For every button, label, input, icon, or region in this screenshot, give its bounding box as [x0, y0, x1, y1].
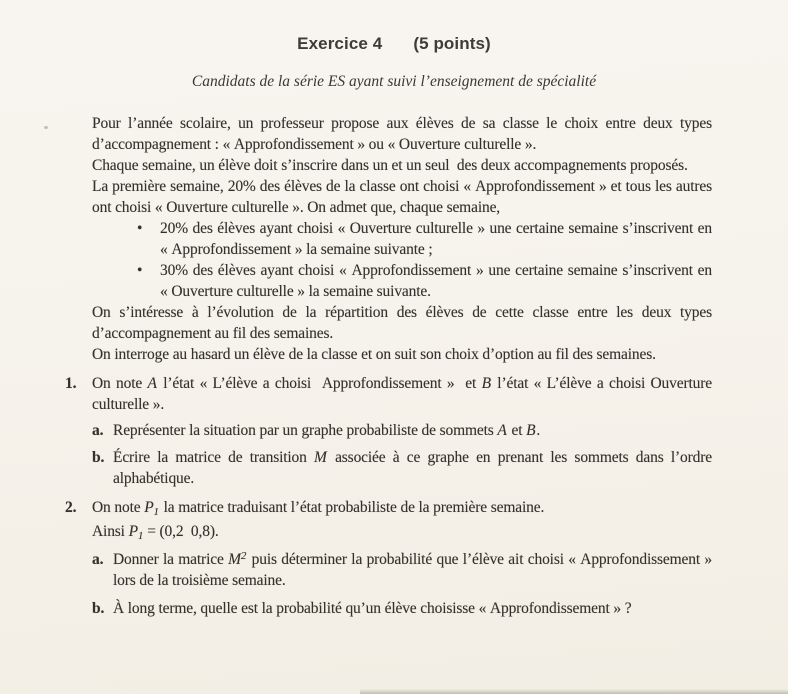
exercise-points: (5 points) — [413, 34, 491, 53]
q2a-text-pre: Donner la matrice — [113, 551, 229, 568]
question-1b-text — [113, 447, 712, 489]
q1a-text-pre: Représenter la situation par un graphe probabiliste de sommets — [113, 422, 498, 439]
question-1-number: 1. — [65, 375, 77, 392]
intro-paragraph-3: La première semaine, 20% des élèves de la classe ont choisi « Approfondissement » et tous les autres ont choisi « Ouverture culturelle ». On admet que, chaque semaine, — [92, 178, 712, 216]
variable-P: P — [128, 523, 138, 540]
list-item-rule-20 — [137, 218, 712, 260]
q2-line-2 — [92, 521, 712, 542]
subscript-1: 1 — [153, 506, 159, 518]
scanned-exam-page — [0, 33, 788, 694]
q1a-text-mid: et — [507, 422, 527, 439]
q1b-text-post: associée à ce graphe en prenant les sommets dans l’ordre alphabétique. — [113, 449, 712, 487]
variable-A: A — [497, 422, 507, 439]
exercise-body — [65, 113, 712, 619]
superscript-2: 2 — [240, 550, 247, 562]
bullet-icon: • — [137, 220, 143, 237]
question-2-text — [92, 497, 712, 542]
intro-paragraph-5: On interroge au hasard un élève de la classe et on suit son choix d’option au fil des semaines. — [92, 346, 656, 363]
bullet-text: 20% des élèves ayant choisi « Ouverture culturelle » une certaine semaine s’inscrivent en « Approfondissement » la semaine suivante ; — [160, 220, 712, 258]
list-item-rule-30 — [137, 260, 712, 302]
question-2a-letter: a. — [92, 551, 104, 568]
question-2 — [65, 497, 712, 542]
question-1a-text — [113, 420, 712, 441]
bullet-icon: • — [137, 262, 143, 279]
q2-text-post: la matrice traduisant l’état probabiliste de la première semaine. — [159, 499, 545, 516]
question-1b-letter: b. — [92, 449, 105, 466]
variable-P1 — [144, 499, 160, 516]
q2-ainsi: Ainsi — [92, 523, 129, 540]
q1-text-post: l’état « L’élève a choisi Ouverture culturelle ». — [92, 375, 712, 413]
question-2b — [92, 598, 712, 619]
variable-M: M — [228, 551, 241, 568]
variable-B: B — [526, 422, 536, 439]
variable-P: P — [144, 499, 154, 516]
intro-paragraph-2: Chaque semaine, un élève doit s’inscrire dans un et un seul des deux accompagnements proposés. — [92, 157, 688, 174]
intro-paragraph-4: On s’intéresse à l’évolution de la répartition des élèves de cette classe entre les deux types d’accompagnement au fil des semaines. — [92, 304, 712, 342]
question-1a-letter: a. — [92, 422, 104, 439]
q2-line-1 — [92, 497, 712, 518]
q1b-text-pre: Écrire la matrice de transition — [113, 449, 315, 466]
variable-M: M — [314, 449, 327, 466]
question-2b-letter: b. — [92, 600, 105, 617]
question-2-number: 2. — [65, 499, 77, 516]
question-1 — [65, 373, 712, 415]
question-2b-text: À long terme, quelle est la probabilité qu’un élève choisisse « Approfondissement » ? — [113, 600, 632, 617]
q2-equation: = (0,2 0,8). — [144, 523, 219, 540]
question-1b — [92, 447, 712, 489]
variable-B: B — [481, 375, 491, 392]
q2-text-pre: On note — [92, 499, 145, 516]
variable-M-squared — [228, 551, 247, 568]
variable-P1 — [129, 523, 145, 540]
q1a-text-post: . — [536, 422, 541, 439]
exercise-title — [0, 33, 788, 55]
exercise-subtitle: Candidats de la série ES ayant suivi l’enseignement de spécialité — [191, 73, 597, 90]
bullet-text: 30% des élèves ayant choisi « Approfondissement » une certaine semaine s’inscrivent en « Ouverture culturelle » la semaine suivante. — [160, 262, 712, 300]
q1-text-mid: l’état « L’élève a choisi Approfondissement » et — [157, 375, 482, 392]
question-2a — [92, 549, 712, 591]
question-2a-text — [113, 549, 712, 591]
variable-A: A — [147, 375, 157, 392]
intro-paragraph-1: Pour l’année scolaire, un professeur propose aux élèves de sa classe le choix entre deux types d’accompagnement : « Approfondissement » ou « Ouverture culturelle ». — [92, 115, 712, 153]
scan-speck-artifact — [44, 126, 48, 129]
scan-edge-shadow — [360, 689, 788, 694]
subscript-1: 1 — [137, 530, 144, 542]
question-1a — [92, 420, 712, 441]
q1-text-pre: On note — [92, 375, 148, 392]
exercise-number: Exercice 4 — [297, 34, 383, 53]
question-1-text — [92, 373, 712, 415]
q2a-text-post: puis déterminer la probabilité que l’élève ait choisi « Approfondissement » lors de la troisième semaine. — [113, 551, 712, 589]
